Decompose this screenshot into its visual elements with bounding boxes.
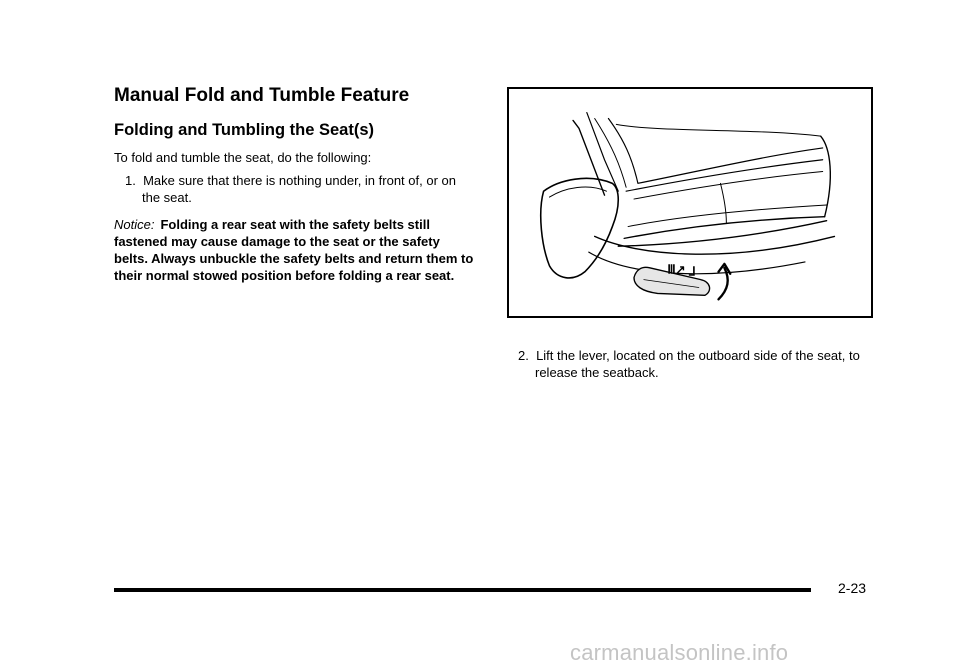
notice-block bbox=[114, 216, 474, 284]
page-number: 2-23 bbox=[838, 580, 867, 596]
intro-text: To fold and tumble the seat, do the following: bbox=[114, 150, 372, 165]
footer-rule bbox=[114, 588, 811, 592]
left-column bbox=[114, 84, 474, 284]
watermark: carmanualsonline.info bbox=[570, 640, 789, 665]
step-2: 2. Lift the lever, located on the outboard side of the seat, to release the seatback. bbox=[518, 348, 860, 380]
notice-text: Folding a rear seat with the safety belts still fastened may cause damage to the seat or the safety belts. Always unbuckle the safety belts and return them to their normal stowed position before folding a rear seat. bbox=[114, 217, 474, 283]
step-1: 1. Make sure that there is nothing under, in front of, or on the seat. bbox=[125, 173, 456, 205]
svg-text:⅃: ⅃ bbox=[689, 265, 696, 279]
right-column bbox=[507, 347, 877, 387]
seat-lever-illustration bbox=[507, 87, 873, 318]
section-title: Manual Fold and Tumble Feature bbox=[114, 85, 410, 106]
svg-text:Ⅲ↗: Ⅲ↗ bbox=[667, 263, 686, 277]
notice-label: Notice: bbox=[114, 217, 155, 232]
seat-illustration-icon bbox=[509, 89, 871, 316]
section-subtitle: Folding and Tumbling the Seat(s) bbox=[114, 121, 375, 139]
